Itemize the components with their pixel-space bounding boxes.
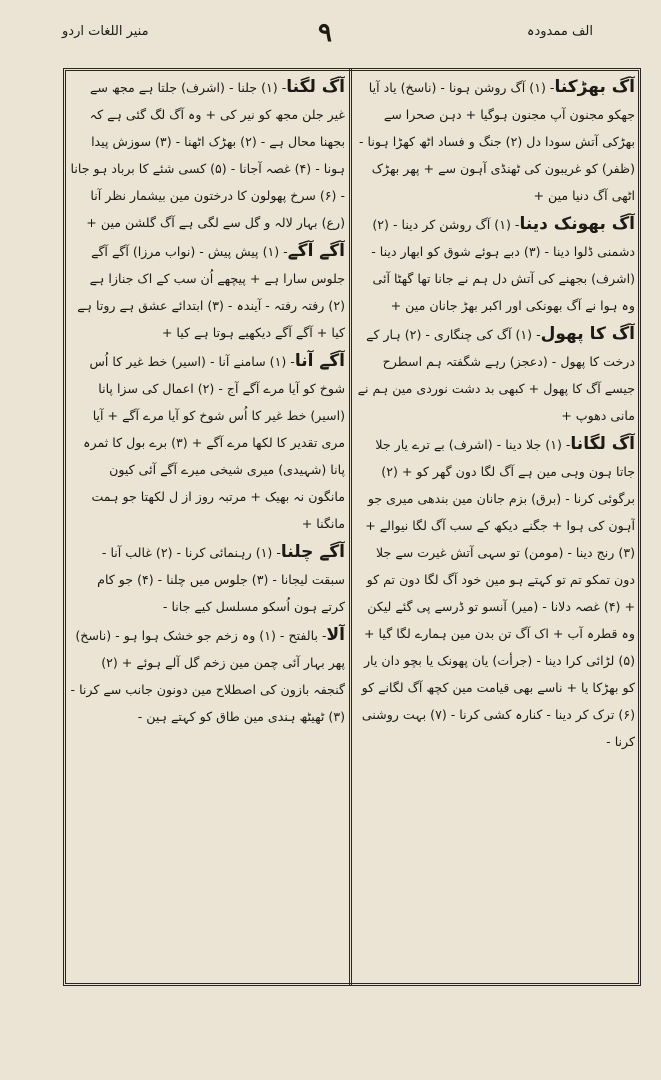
dictionary-entry <box>70 238 345 346</box>
entry-headword: آگ لگانا <box>570 434 635 454</box>
entry-headword: آگے آنا <box>294 351 345 371</box>
dictionary-entry <box>70 622 345 730</box>
dictionary-entry <box>357 74 635 209</box>
entry-definition: - (۱) سامنے آنا - (اسیر) خط غیر کا اُس شوخ کو آیا مرے آگے آج - (۲) اعمال کی سزا پانا (اسیر) خط غیر کا اُس شوخ کو آیا مرے آگے + آیا مری تقدیر کا لکھا مرے آگے + (۳) برے بول کا ثمرہ پانا (شہیدی) میری شیخی میرے آگے آئی کیون مانگون نہ بھیک + مرتبہ روز از ل لکھتا جو ہمت مانگنا + <box>83 354 345 531</box>
entry-headword: آگ بھڑکنا <box>554 77 635 97</box>
entry-definition: - (۱) رہنمائی کرنا - (۲) غالب آنا - سبقت لیجانا - (۳) جلوس میں چلنا - (۴) جو کام کرتے ہون اُسکو مسلسل کیے جانا - <box>97 545 345 614</box>
entry-headword: آگ کا پھول <box>540 324 635 344</box>
entry-headword: آگے آگے <box>287 241 345 261</box>
page-number: ۹ <box>318 18 332 48</box>
entry-headword: آگ لگنا <box>286 77 345 97</box>
entry-headword: آلا <box>326 625 345 645</box>
entry-definition: - (۱) جلنا - (اشرف) جلتا ہے مجھ سے غیر جلن مجھ کو نیر کی + وہ آگ لگ گئی ہے کہ بجھنا محال ہے - (۲) بھڑک اٹھنا - (۳) سوزش پیدا ہونا - (۴) غصہ آجانا - (۵) کسی شئے کا برباد ہو جانا - (۶) سرخ پھولون کا درختون مین بیشمار نظر آنا (رع) بہار لالہ و گل سے لگی ہے آگ گلشن مین + <box>70 80 345 230</box>
entry-definition: - بالفتح - (۱) وہ زخم جو خشک ہوا ہو - (ناسخ) پھر بہار آئی چمن مین زخم گل آلے ہوئے + (۲) گنجفہ بازون کی اصطلاح مین دونون جانب سے کرنا - (۳) ٹھیٹھ ہندی مین طاق کو کہتے ہین - <box>70 628 345 724</box>
dictionary-entry <box>70 348 345 537</box>
dictionary-entry <box>357 431 635 755</box>
entry-headword: آگ بھونک دینا <box>519 214 635 234</box>
entry-definition: - (۱) آگ کی چنگاری - (۲) ہار کے درخت کا پھول - (دعجز) رہے شگفتہ ہم اسطرح جیسے آگ کا پھول + کبھی بد دشت نوردی مین ہم نے مانی دھوپ + <box>357 327 635 423</box>
entry-definition: - (۱) جلا دینا - (اشرف) بے ترے یار جلا جاتا ہون وہی مین ہے آگ لگا دون گھر کو + (۲) برگوئی کرنا - (برق) بزم جانان مین بندھی میری جو آہون کی ہوا + جگنے دیکھ کے سب آگ لگا نیوالے + (۳) رنج دینا - (مومن) تو سہی آتش غیرت سے جلا دون تمکو تم تو کہتے ہو مین خود آگ لگا دون تم کو + (۴) غصہ دلانا - (میر) آنسو تو ڈرسے پی گئے لیکن وہ قطرہ آب + اک آگ تن بدن مین ہمارے لگا گیا + (۵) لڑائی کرا دینا - (جرأت) یان پھونک یا بچو دان یار کو بھڑکا یا + ناسے بھی قیامت مین کچھ آگ لگانے کو (۶) ترک کر دینا - کنارہ کشی کرنا - (۷) بہت روشنی کرنا - <box>361 437 635 749</box>
entry-definition: - (۱) پیش پیش - (نواب مرزا) آگے آگے جلوس سارا ہے + پیچھے اُن سب کے اک جنازا ہے (۲) رفتہ رفتہ - آیندہ - (۳) ابتدائے عشق ہے روتا ہے کیا + آگے آگے دیکھیے ہوتا ہے کیا + <box>77 244 345 340</box>
page-header <box>0 18 661 58</box>
column-divider <box>349 68 352 986</box>
dictionary-entry <box>357 321 635 429</box>
section-title: الف ممدودہ <box>526 24 593 39</box>
left-column <box>70 74 345 980</box>
dictionary-entry <box>70 539 345 620</box>
dictionary-title: منیر اللغات اردو <box>62 24 149 39</box>
entry-definition: - (۱) آگ روشن کر دینا - (۲) دشمنی ڈلوا دینا - (۳) دبے ہوئے شوق کو ابھار دینا - (اشرف) بجھنے کی آتش دل ہم نے جانا تھا گھٹا آئی وہ ہوا نے آگ بھونکی اور اکبر بھڑ جانان مین + <box>371 217 635 313</box>
dictionary-entry <box>70 74 345 236</box>
right-column <box>357 74 635 980</box>
entry-headword: آگے چلنا <box>280 542 345 562</box>
entry-definition: - (۱) آگ روشن ہونا - (ناسخ) یاد آیا جھکو مجنون آپ مجنون ہوگیا + دہن صحرا سے بھڑکی آتش سودا دل (۲) جنگ و فساد اٹھ کھڑا ہونا - (ظفر) کو غریبون کی ٹھنڈی آہون سے + پھر بھڑک اٹھی آگ دنیا مین + <box>359 80 635 203</box>
dictionary-entry <box>357 211 635 319</box>
